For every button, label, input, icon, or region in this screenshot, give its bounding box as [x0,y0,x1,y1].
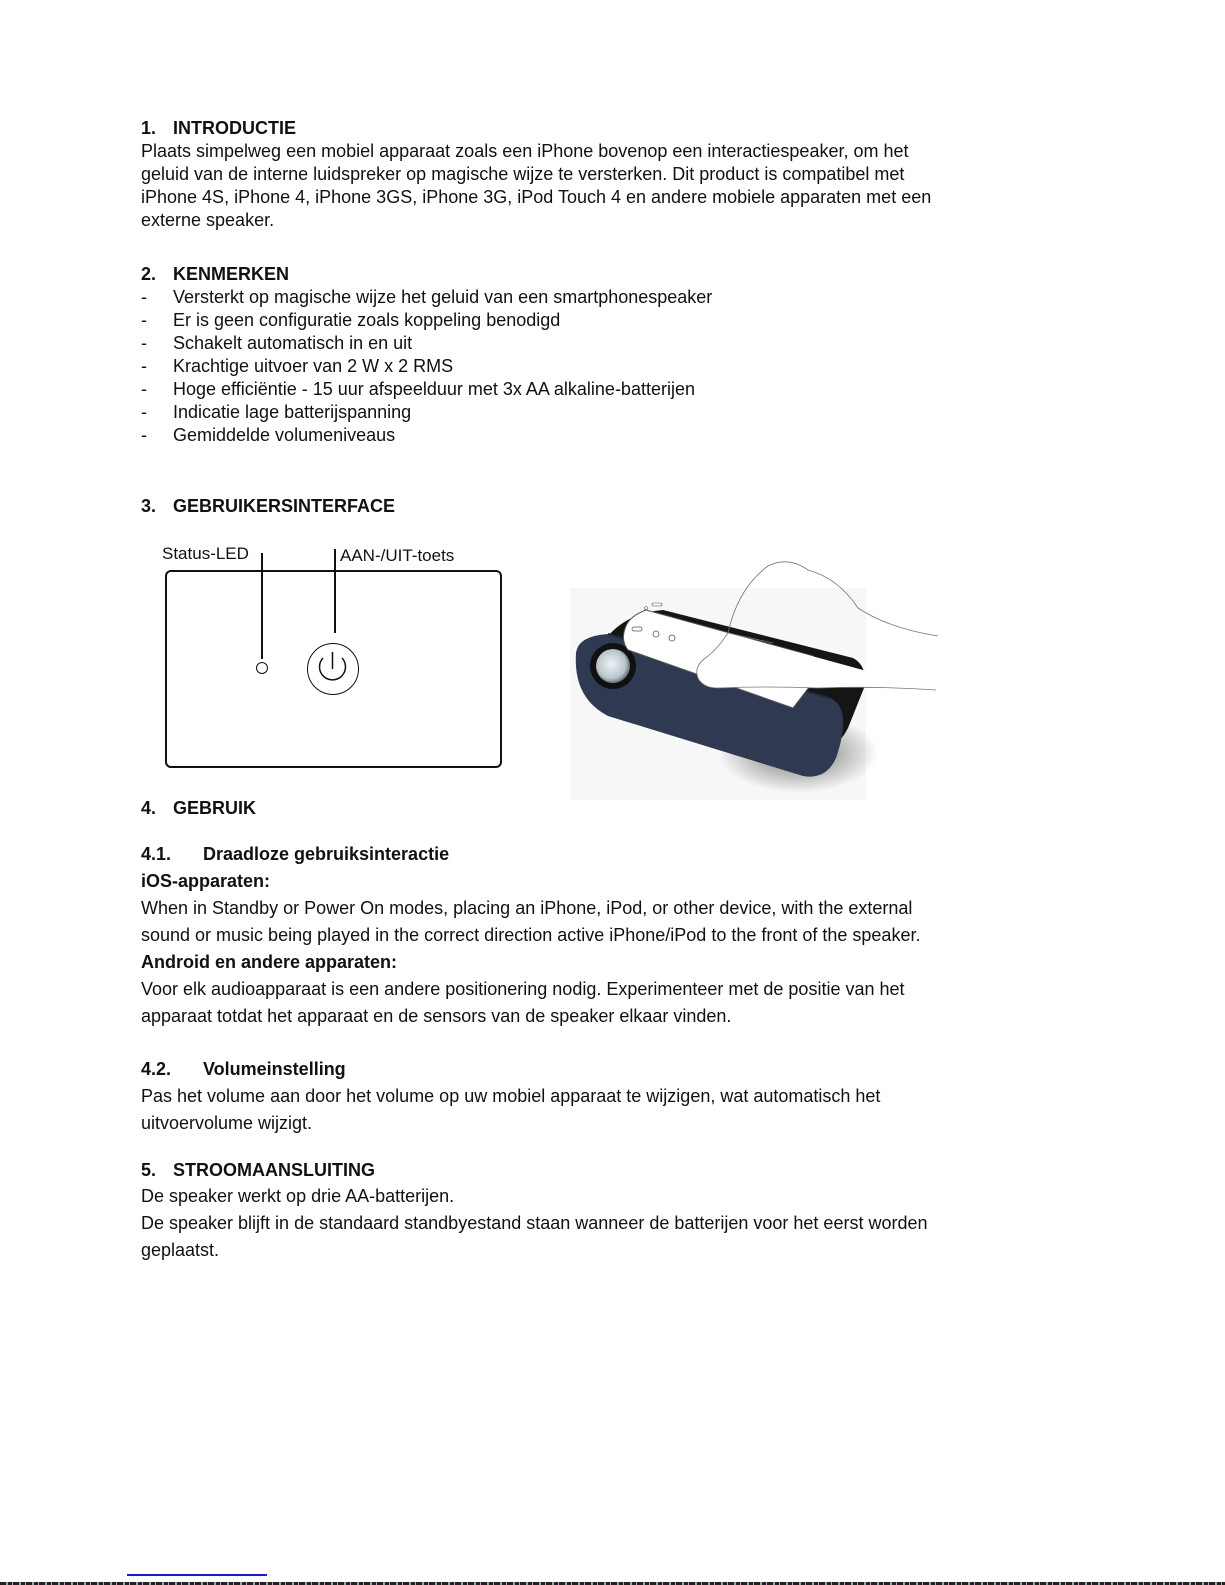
status-led-leader-line [261,553,263,659]
text-line: geluid van de interne luidspreker op magische wijze te versterken. Dit product is compatibel met [141,164,905,184]
section-title: KENMERKEN [173,264,290,284]
section-number: 5. [141,1160,157,1180]
subsection-number: 4.1. [141,844,172,864]
bullet-dash: - [141,402,147,422]
bullet-dash: - [141,287,147,307]
list-item-text: Er is geen configuratie zoals koppeling benodigd [173,310,561,330]
list-item [141,309,1041,332]
bullet-dash: - [141,425,147,445]
section-number: 3. [141,496,157,516]
text-line: uitvoervolume wijzigt. [141,1113,313,1133]
text-line: Pas het volume aan door het volume op uw mobiel apparaat te wijzigen, wat automatisch het [141,1086,881,1106]
speaker-with-phone-illustration [568,548,948,803]
list-item-text: Schakelt automatisch in en uit [173,333,413,353]
android-devices-heading: Android en andere apparaten: [141,952,398,972]
section-title: GEBRUIKERSINTERFACE [173,496,396,516]
text-line: iPhone 4S, iPhone 4, iPhone 3GS, iPhone 3G, iPod Touch 4 en andere mobiele apparaten met een [141,187,932,207]
list-item-text: Hoge efficiëntie - 15 uur afspeelduur met 3x AA alkaline-batterijen [173,379,695,399]
status-led-label: Status-LED [162,544,249,563]
bullet-dash: - [141,356,147,376]
bullet-dash: - [141,333,147,353]
power-button-label: AAN-/UIT-toets [340,546,455,565]
features-list [141,286,1041,447]
section-number: 1. [141,118,157,138]
subsection-4-1-body [141,868,1041,1030]
list-item [141,355,1041,378]
text-line: De speaker werkt op drie AA-batterijen. [141,1186,455,1206]
list-item [141,424,1041,447]
power-paragraph [141,1183,1041,1264]
list-item [141,332,1041,355]
intro-paragraph [141,140,1041,232]
list-item [141,286,1041,309]
section-4-heading [141,797,256,820]
section-number: 2. [141,264,157,284]
section-1-heading [141,117,296,140]
product-photo [568,548,948,803]
footer-link-underline [127,1574,267,1576]
subsection-title: Volumeinstelling [203,1059,346,1079]
bullet-dash: - [141,379,147,399]
list-item-text: Gemiddelde volumeniveaus [173,425,396,445]
power-button-icon [307,643,359,695]
text-line: geplaatst. [141,1240,220,1260]
list-item-text: Indicatie lage batterijspanning [173,402,412,422]
section-3-heading [141,495,395,518]
text-line: externe speaker. [141,210,275,230]
text-line: Voor elk audioapparaat is een andere positionering nodig. Experimenteer met de positie van het [141,979,905,999]
text-line: Plaats simpelweg een mobiel apparaat zoals een iPhone bovenop een interactiespeaker, om het [141,141,909,161]
text-line: sound or music being played in the correct direction active iPhone/iPod to the front of the speaker. [141,925,921,945]
power-button-leader-line [334,549,336,633]
section-title: INTRODUCTIE [173,118,296,138]
status-led-icon [256,662,268,674]
section-title: GEBRUIK [173,798,257,818]
subsection-number: 4.2. [141,1059,172,1079]
text-line: De speaker blijft in de standaard standbyestand staan wanneer de batterijen voor het eerst worden [141,1213,928,1233]
subsection-4-2-heading [141,1058,346,1081]
ios-devices-heading: iOS-apparaten: [141,871,271,891]
list-item [141,378,1041,401]
list-item-text: Krachtige uitvoer van 2 W x 2 RMS [173,356,454,376]
bullet-dash: - [141,310,147,330]
subsection-4-1-heading [141,843,449,866]
power-symbol-icon [308,644,357,693]
list-item-text: Versterkt op magische wijze het geluid van een smartphonespeaker [173,287,713,307]
section-2-heading [141,263,289,286]
section-5-heading [141,1159,375,1182]
subsection-title: Draadloze gebruiksinteractie [203,844,450,864]
list-item [141,401,1041,424]
section-title: STROOMAANSLUITING [173,1160,375,1180]
text-line: When in Standby or Power On modes, placing an iPhone, iPod, or other device, with the external [141,898,913,918]
subsection-4-2-body [141,1083,1041,1137]
section-number: 4. [141,798,157,818]
text-line: apparaat totdat het apparaat en de sensors van de speaker elkaar vinden. [141,1006,732,1026]
